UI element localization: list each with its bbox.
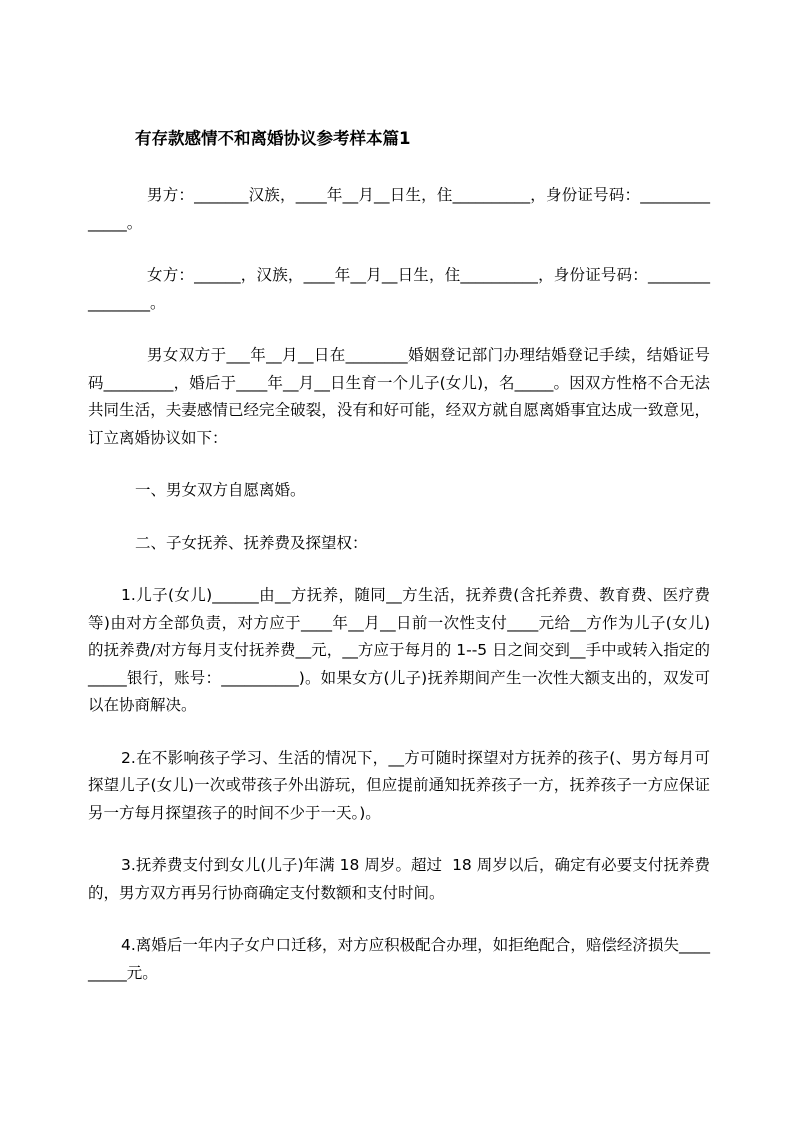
paragraph-marriage-background: 男女双方于___年__月__日在________婚姻登记部门办理结婚登记手续，结婚证号码_________，婚后于____年__月__日生育一个儿子(女儿)，名_____。因双方性格不合无法共同生活，夫妻感情已经完全破裂，没有和好可能，经双方就自愿离婚事宜达成一致意见，订立离婚协议如下：: [88, 346, 710, 447]
document-content: [88, 128, 710, 1012]
paragraph-clause-2-item-4: 4.离婚后一年内子女户口迁移，对方应积极配合办理，如拒绝配合，赔偿经济损失_________元。: [88, 936, 710, 982]
paragraph-party-male: 男方：_______汉族，____年__月__日生，住__________，身份证号码：______________。: [88, 186, 710, 232]
document-title: 有存款感情不和离婚协议参考样本篇1: [135, 129, 411, 148]
paragraph-clause-1: 一、男女双方自愿离婚。: [135, 481, 306, 499]
paragraph-clause-2-item-3: 3.抚养费支付到女儿(儿子)年满 18 周岁。超过 18 周岁以后，确定有必要支付抚养费的，男方双方再另行协商确定支付数额和支付时间。: [88, 856, 710, 902]
paragraph-clause-2-item-2: 2.在不影响孩子学习、生活的情况下，__方可随时探望对方抚养的孩子(、男方每月可探望儿子(女儿)一次或带孩子外出游玩，但应提前通知抚养孩子一方，抚养孩子一方应保证另一方每月探望孩子的时间不少于一天。)。: [88, 748, 710, 822]
paragraph-clause-2-item-1: 1.儿子(女儿)______由__方抚养，随同__方生活，抚养费(含托养费、教育费、医疗费等)由对方全部负责，对方应于____年__月__日前一次性支付____元给__方作为儿子(女儿)的抚养费/对方每月支付抚养费__元，__方应于每月的 1--5 日之间交到__手中或转入指定的_____银行，账号：__________)。如果女方(儿子)抚养期间产生一次性大额支出的，双发可以在协商解决。: [88, 586, 710, 714]
paragraph-clause-2: 二、子女抚养、抚养费及探望权：: [135, 533, 368, 552]
paragraph-party-female: 女方：______，汉族，____年__月__日生，住__________，身份证号码：________________。: [88, 266, 710, 312]
